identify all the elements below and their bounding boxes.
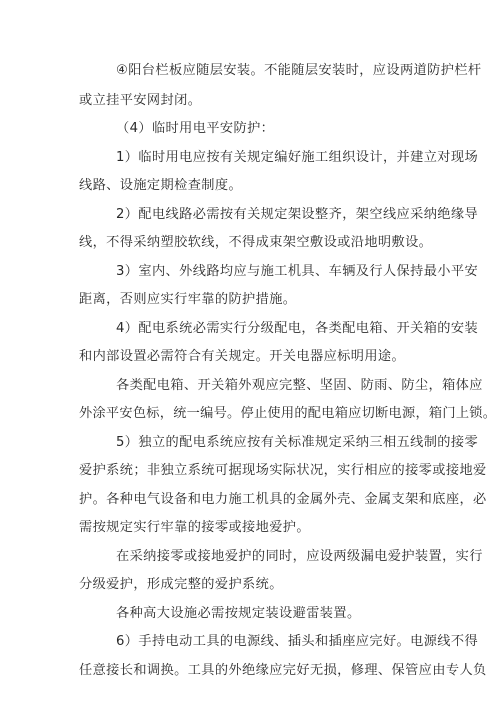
paragraph-line: 1）临时用电应按有关规定编好施工组织设计，并建立对现场 [116,150,479,165]
paragraph-line: 各种高大设施必需按规定装设避雷装置。 [116,606,361,621]
paragraph-line: ④阳台栏板应随层安装。不能随层安装时，应设两道防护栏杆 [116,63,482,78]
paragraph-line: 距离，否则应实行牢靠的防护措施。 [79,292,297,307]
paragraph-line: 线，不得采纳塑胶软线，不得成束架空敷设或沿地明敷设。 [79,235,433,250]
paragraph-line: 分级爱护，形成完整的爱护系统。 [79,577,283,592]
paragraph-line: 5）独立的配电系统应按有关标准规定采纳三相五线制的接零 [116,435,479,450]
paragraph-line: 3）室内、外线路均应与施工机具、车辆及行人保持最小平安 [116,264,479,279]
paragraph-line: 线路、设施定期检查制度。 [79,178,243,193]
paragraph-line: 4）配电系统必需实行分级配电，各类配电箱、开关箱的安装 [116,321,479,336]
paragraph-line: 6）手持电动工具的电源线、插头和插座应完好。电源线不得 [116,634,479,649]
paragraph-line: 任意接长和调换。工具的外绝缘应完好无损，修理、保管应由专人负 [79,663,487,678]
paragraph-line: 外涂平安色标，统一编号。停止使用的配电箱应切断电源，箱门上锁。 [79,406,497,421]
paragraph-line: 在采纳接零或接地爱护的同时，应设两级漏电爱护装置，实行 [116,549,483,564]
section-heading: （4）临时用电平安防护： [116,121,275,136]
paragraph-line: 需按规定实行牢靠的接零或接地爱护。 [79,520,310,535]
paragraph-line: 各类配电箱、开关箱外观应完整、坚固、防雨、防尘，箱体应 [116,378,483,393]
paragraph-line: 2）配电线路必需按有关规定架设整齐，架空线应采纳绝缘导 [116,207,479,222]
paragraph-line: 护。各种电气设备和电力施工机具的金属外壳、金属支架和底座，必 [79,492,487,507]
paragraph-line: 或立挂平安网封闭。 [79,93,202,108]
paragraph-line: 爱护系统；非独立系统可据现场实际状况，实行相应的接零或接地爱 [79,463,487,478]
paragraph-line: 和内部设置必需符合有关规定。开关电器应标明用途。 [79,349,406,364]
